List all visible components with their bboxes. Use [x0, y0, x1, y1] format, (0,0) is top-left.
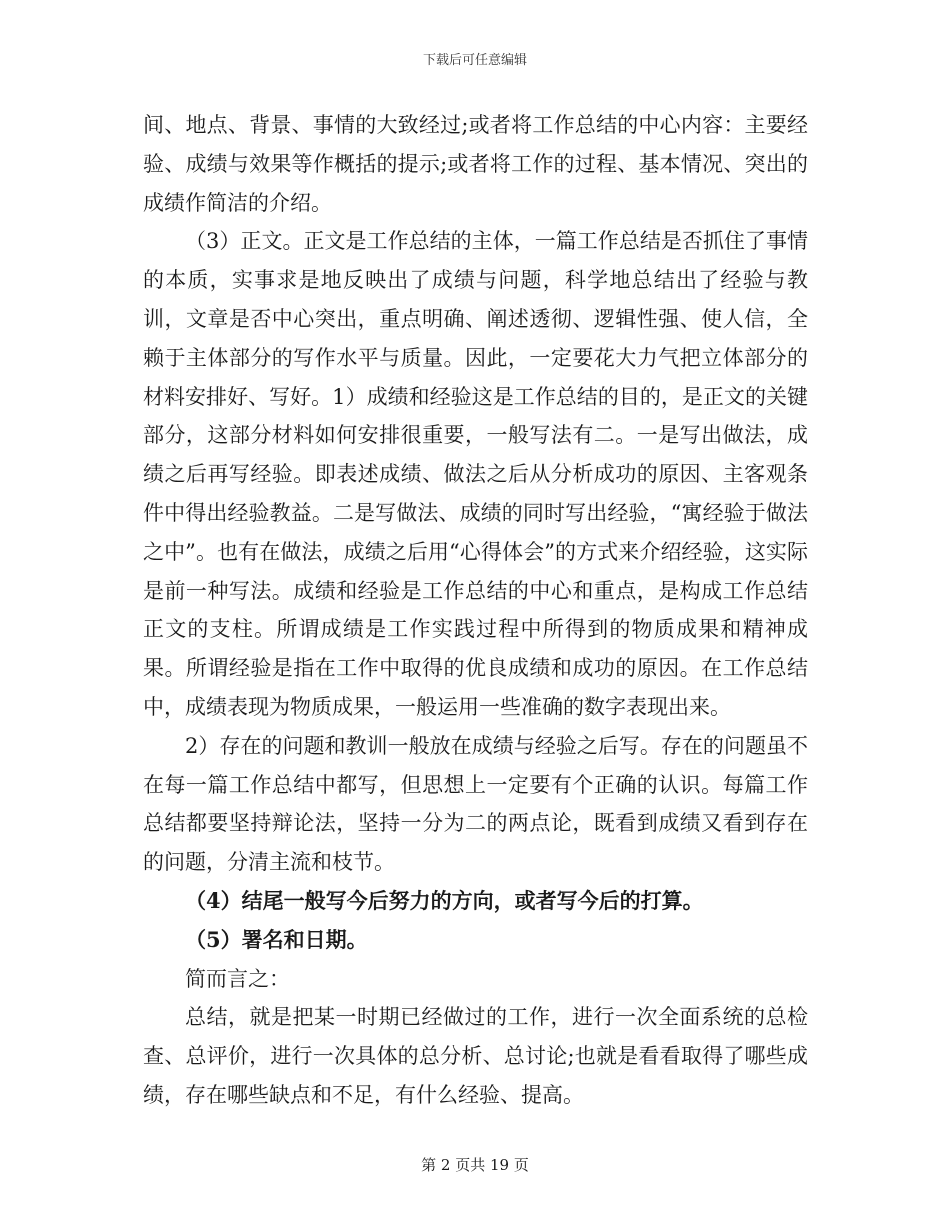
paragraph-in-short: 简而言之： [185, 966, 290, 991]
paragraph-continuation: 间、地点、背景、事情的大致经过;或者将工作总结的中心内容：主要经验、成绩与效果等作概括的提示;或者将工作的过程、基本情况、突出的成绩作简洁的介绍。 [143, 113, 808, 215]
page-number: 第 2 页共 19 页 [421, 1156, 529, 1174]
paragraph-problems-lessons: 2）存在的问题和教训一般放在成绩与经验之后写。存在的问题虽不在每一篇工作总结中都写，但思想上一定要有个正确的认识。每篇工作总结都要坚持辩论法，坚持一分为二的两点论，既看到成绩又看到存在的问题，分清主流和枝节。 [143, 733, 808, 875]
paragraph-conclusion-heading: （4）结尾一般写今后努力的方向，或者写今后的打算。 [185, 887, 704, 913]
document-body [143, 106, 808, 1115]
paragraph-signature-heading: （5）署名和日期。 [185, 926, 368, 952]
paragraph-main-body: （3）正文。正文是工作总结的主体，一篇工作总结是否抓住了事情的本质，实事求是地反映出了成绩与问题，科学地总结出了经验与教训，文章是否中心突出，重点明确、阐述透彻、逻辑性强、使人信，全赖于主体部分的写作水平与质量。因此，一定要花大力气把立体部分的材料安排好、写好。1）成绩和经验这是工作总结的目的，是正文的关键部分，这部分材料如何安排很重要，一般写法有二。一是写出做法，成绩之后再写经验。即表述成绩、做法之后从分析成功的原因、主客观条件中得出经验教益。二是写做法、成绩的同时写出经验，“寓经验于做法之中”。也有在做法，成绩之后用“心得体会”的方式来介绍经验，这实际是前一种写法。成绩和经验是工作总结的中心和重点，是构成工作总结正文的支柱。所谓成绩是工作实践过程中所得到的物质成果和精神成果。所谓经验是指在工作中取得的优良成绩和成功的原因。在工作总结中，成绩表现为物质成果，一般运用一些准确的数字表现出来。 [143, 229, 808, 719]
paragraph-summary-definition: 总结，就是把某一时期已经做过的工作，进行一次全面系统的总检查、总评价，进行一次具体的总分析、总讨论;也就是看看取得了哪些成绩，存在哪些缺点和不足，有什么经验、提高。 [143, 1005, 808, 1107]
page-header: 下载后可任意编辑 [422, 53, 527, 68]
